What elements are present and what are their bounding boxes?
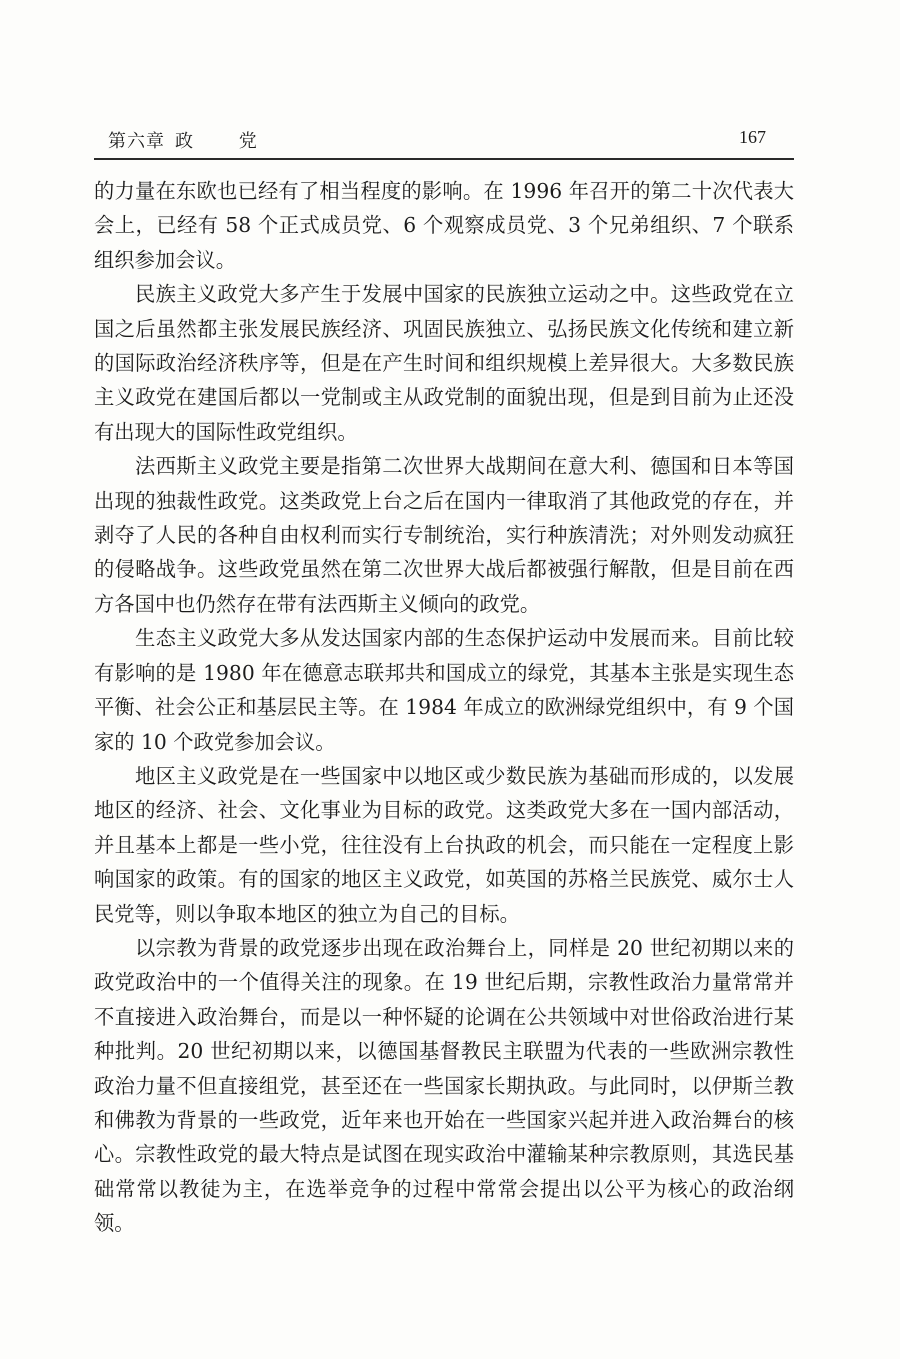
- body-text: [94, 174, 794, 1241]
- page-number: 167: [739, 127, 766, 147]
- paragraph: 民族主义政党大多产生于发展中国家的民族独立运动之中。这些政党在立国之后虽然都主张发展民族经济、巩固民族独立、弘扬民族文化传统和建立新的国际政治经济秩序等，但是在产生时间和组织规模上差异很大。大多数民族主义政党在建国后都以一党制或主从政党制的面貌出现，但是到目前为止还没有出现大的国际性政党组织。: [94, 282, 794, 444]
- chapter-title: 政 党: [175, 131, 277, 152]
- paragraph: 的力量在东欧也已经有了相当程度的影响。在 1996 年召开的第二十次代表大会上，已经有 58 个正式成员党、6 个观察成员党、3 个兄弟组织、7 个联系组织参加会议。: [94, 179, 794, 272]
- running-header: [94, 120, 794, 160]
- chapter-label: 第六章: [108, 131, 165, 152]
- paragraph: 以宗教为背景的政党逐步出现在政治舞台上，同样是 20 世纪初期以来的政党政治中的一个值得关注的现象。在 19 世纪后期，宗教性政治力量常常并不直接进入政治舞台，而是以一种怀疑的论调在公共领域中对世俗政治进行某种批判。20 世纪初期以来，以德国基督教民主联盟为代表的一些欧洲宗教性政治力量不但直接组党，甚至还在一些国家长期执政。与此同时，以伊斯兰教和佛教为背景的一些政党，近年来也开始在一些国家兴起并进入政治舞台的核心。宗教性政党的最大特点是试图在现实政治中灌输某种宗教原则，其选民基础常常以教徒为主，在选举竞争的过程中常常会提出以公平为核心的政治纲领。: [94, 935, 794, 1236]
- chapter-heading: [108, 127, 277, 153]
- paragraph: 法西斯主义政党主要是指第二次世界大战期间在意大利、德国和日本等国出现的独裁性政党。这类政党上台之后在国内一律取消了其他政党的存在，并剥夺了人民的各种自由权利而实行专制统治，实行种族清洗；对外则发动疯狂的侵略战争。这些政党虽然在第二次世界大战后都被强行解散，但是目前在西方各国中也仍然存在带有法西斯主义倾向的政党。: [94, 454, 794, 616]
- paragraph: 地区主义政党是在一些国家中以地区或少数民族为基础而形成的，以发展地区的经济、社会、文化事业为目标的政党。这类政党大多在一国内部活动，并且基本上都是一些小党，往往没有上台执政的机会，而只能在一定程度上影响国家的政策。有的国家的地区主义政党，如英国的苏格兰民族党、威尔士人民党等，则以争取本地区的独立为自己的目标。: [94, 763, 794, 926]
- paragraph: 生态主义政党大多从发达国家内部的生态保护运动中发展而来。目前比较有影响的是 1980 年在德意志联邦共和国成立的绿党，其基本主张是实现生态平衡、社会公正和基层民主等。在 1984 年成立的欧洲绿党组织中，有 9 个国家的 10 个政党参加会议。: [94, 626, 794, 754]
